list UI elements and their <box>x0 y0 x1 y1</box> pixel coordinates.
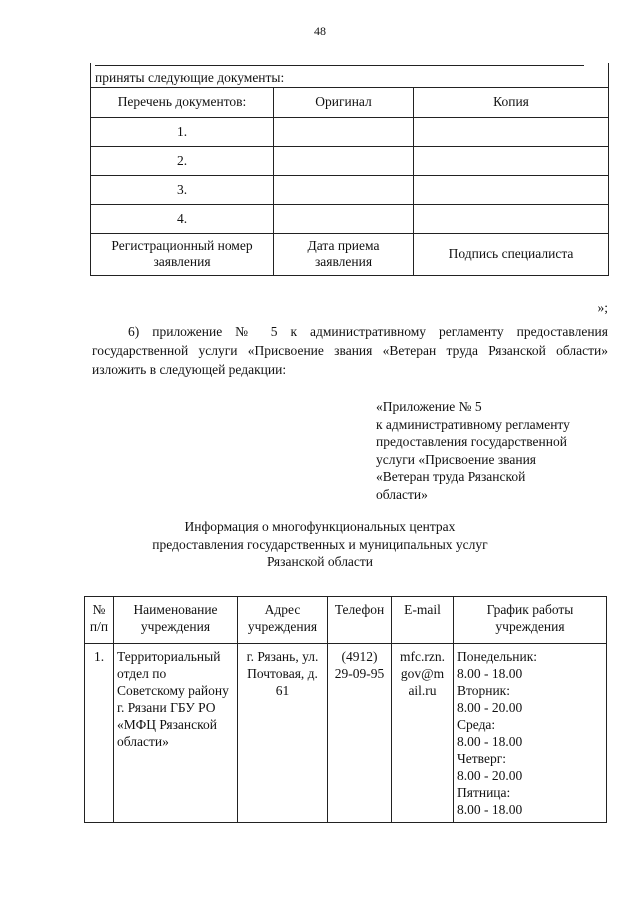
schedule-day: Пятница: <box>457 785 511 800</box>
header-phone: Телефон <box>328 597 392 644</box>
document-row-number: 2. <box>91 146 274 175</box>
documents-table <box>90 63 609 276</box>
amendment-paragraph <box>92 322 608 379</box>
schedule-day: Четверг: <box>457 751 506 766</box>
amendment-text: 6) приложение № 5 к административному регламенту предоставления государственной услуги «Присвоение звания «Ветеран труда Рязанской области» изложить в следующей редакции: <box>92 324 608 377</box>
copy-cell <box>414 117 609 146</box>
heading-line: Информация о многофункциональных центрах <box>184 519 456 534</box>
document-row-number: 1. <box>91 117 274 146</box>
original-cell <box>274 146 414 175</box>
appendix-line: области» <box>376 486 428 502</box>
header-number: № п/п <box>85 597 114 644</box>
header-address: Адрес учреждения <box>238 597 328 644</box>
schedule-hours: 8.00 - 20.00 <box>457 768 523 783</box>
header-document-list: Перечень документов: <box>91 87 274 117</box>
header-original: Оригинал <box>274 87 414 117</box>
schedule-day: Среда: <box>457 717 496 732</box>
institution-email: mfc.rzn. gov@m ail.ru <box>392 644 454 823</box>
phone-code: (4912) <box>341 649 378 664</box>
appendix-line: «Приложение № 5 <box>376 399 482 414</box>
appendix-header <box>376 398 616 503</box>
schedule-day: Понедельник: <box>457 649 538 664</box>
phone-number: 29-09-95 <box>334 666 385 681</box>
original-cell <box>274 175 414 204</box>
page-number: 48 <box>314 24 326 38</box>
schedule-hours: 8.00 - 20.00 <box>457 700 523 715</box>
copy-cell <box>414 204 609 233</box>
document-row-number: 4. <box>91 204 274 233</box>
mfc-table <box>84 596 607 823</box>
header-name: Наименование учреждения <box>114 597 238 644</box>
documents-caption: приняты следующие документы: <box>95 69 285 85</box>
appendix-line: к административному регламенту <box>376 416 570 432</box>
institution-phone <box>328 644 392 823</box>
closing-quote: »; <box>597 300 608 315</box>
original-cell <box>274 204 414 233</box>
institution-name: Территориальный отдел по Советскому району г. Рязани ГБУ РО «МФЦ Рязанской области» <box>114 644 238 823</box>
schedule-hours: 8.00 - 18.00 <box>457 734 523 749</box>
heading-line: Рязанской области <box>266 554 374 569</box>
document-row-number: 3. <box>91 175 274 204</box>
heading-line: предоставления государственных и муниципальных услуг <box>152 536 488 552</box>
copy-cell <box>414 175 609 204</box>
schedule-day: Вторник: <box>457 683 510 698</box>
schedule-hours: 8.00 - 18.00 <box>457 802 523 817</box>
copy-cell <box>414 146 609 175</box>
header-schedule: График работы учреждения <box>454 597 607 644</box>
institution-address: г. Рязань, ул. Почтовая, д. 61 <box>238 644 328 823</box>
appendix-line: предоставления государственной <box>376 434 567 449</box>
section-heading <box>0 518 640 571</box>
registration-number-label: Регистрационный номер заявления <box>91 233 274 275</box>
receipt-date-label: Дата приема заявления <box>274 233 414 275</box>
specialist-signature-label: Подпись специалиста <box>414 233 609 275</box>
working-schedule <box>454 644 607 823</box>
appendix-line: услуги «Присвоение звания <box>376 451 537 467</box>
row-number: 1. <box>85 644 114 823</box>
header-copy: Копия <box>414 87 609 117</box>
original-cell <box>274 117 414 146</box>
appendix-line: «Ветеран труда Рязанской <box>376 469 526 484</box>
schedule-hours: 8.00 - 18.00 <box>457 666 523 681</box>
header-email: E-mail <box>392 597 454 644</box>
